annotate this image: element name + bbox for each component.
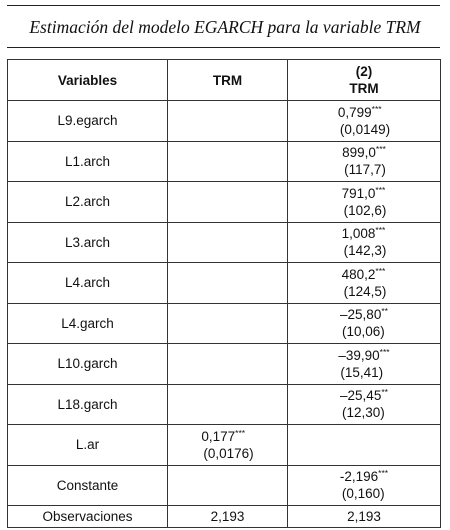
table-row bbox=[8, 465, 441, 506]
significance-stars: *** bbox=[371, 103, 382, 114]
row-variable-label: L4.garch bbox=[8, 303, 168, 344]
caption-rule bbox=[7, 47, 440, 48]
estimate-cell-c1 bbox=[168, 141, 288, 182]
coefficient-value: 1,008 bbox=[341, 226, 376, 242]
estimate-cell-c1 bbox=[168, 303, 288, 344]
significance-stars: *** bbox=[379, 346, 390, 357]
row-variable-label: L.ar bbox=[8, 425, 168, 466]
coefficient-line bbox=[340, 387, 388, 404]
standard-error: (102,6) bbox=[343, 202, 387, 218]
estimate-block bbox=[340, 468, 388, 502]
standard-error: (0,0149) bbox=[339, 121, 391, 137]
estimate-cell-c2 bbox=[288, 425, 441, 466]
estimate-cell-c1 bbox=[168, 182, 288, 223]
top-rule bbox=[7, 5, 440, 6]
observations-row bbox=[8, 506, 441, 528]
header-col2-name: TRM bbox=[349, 81, 379, 96]
coefficient-line bbox=[338, 104, 390, 121]
estimate-cell-c2 bbox=[288, 263, 441, 304]
row-variable-label: L3.arch bbox=[8, 222, 168, 263]
header-variables: Variables bbox=[8, 60, 168, 101]
estimate-block bbox=[340, 306, 388, 340]
coefficient-value: –25,80 bbox=[340, 307, 382, 323]
standard-error: (142,3) bbox=[343, 243, 387, 259]
table-row bbox=[8, 425, 441, 466]
standard-error: (0,0176) bbox=[203, 445, 254, 461]
significance-stars: ** bbox=[381, 387, 388, 398]
coefficient-value: -2,196 bbox=[339, 469, 379, 485]
table-row bbox=[8, 182, 441, 223]
row-variable-label: L1.arch bbox=[8, 141, 168, 182]
coefficient-line bbox=[338, 347, 389, 364]
table-row bbox=[8, 303, 441, 344]
estimate-block bbox=[342, 185, 387, 219]
coefficient-value: –25,45 bbox=[340, 388, 382, 404]
estimate-cell-c2 bbox=[288, 303, 441, 344]
significance-stars: *** bbox=[375, 144, 386, 155]
significance-stars: *** bbox=[378, 468, 389, 479]
significance-stars: ** bbox=[381, 306, 388, 317]
standard-error: (117,7) bbox=[344, 162, 386, 178]
observations-label: Observaciones bbox=[8, 506, 168, 528]
estimate-block bbox=[201, 428, 253, 462]
coefficient-line bbox=[340, 468, 388, 485]
standard-error: (12,30) bbox=[342, 405, 385, 421]
estimate-cell-c2 bbox=[288, 222, 441, 263]
coefficient-value: 0,177 bbox=[201, 428, 236, 444]
estimate-cell-c1 bbox=[168, 222, 288, 263]
estimate-block bbox=[342, 266, 387, 300]
row-variable-label: L2.arch bbox=[8, 182, 168, 223]
coefficient-value: 0,799 bbox=[337, 104, 372, 120]
estimate-block bbox=[342, 144, 386, 178]
table-row bbox=[8, 141, 441, 182]
observations-col2: 2,193 bbox=[288, 506, 441, 528]
standard-error: (0,160) bbox=[341, 486, 385, 502]
estimate-cell-c1 bbox=[168, 384, 288, 425]
table-caption: Estimación del modelo EGARCH para la variable TRM bbox=[29, 17, 421, 37]
table-row bbox=[8, 344, 441, 385]
estimate-cell-c2 bbox=[288, 182, 441, 223]
table-row bbox=[8, 384, 441, 425]
estimate-block bbox=[338, 347, 389, 381]
estimate-block bbox=[342, 225, 387, 259]
coefficient-line bbox=[201, 428, 253, 445]
table-row bbox=[8, 101, 441, 142]
coefficient-line bbox=[342, 266, 387, 283]
estimate-cell-c1 bbox=[168, 465, 288, 506]
coefficient-line bbox=[340, 306, 388, 323]
row-variable-label: L4.arch bbox=[8, 263, 168, 304]
coefficient-value: 480,2 bbox=[341, 266, 376, 282]
standard-error: (15,41) bbox=[340, 364, 384, 380]
significance-stars: *** bbox=[375, 225, 386, 236]
header-row bbox=[8, 60, 441, 101]
coefficient-value: 899,0 bbox=[342, 145, 376, 161]
estimate-cell-c2 bbox=[288, 465, 441, 506]
coefficient-line bbox=[342, 225, 387, 242]
estimate-cell-c1 bbox=[168, 344, 288, 385]
table-row bbox=[8, 263, 441, 304]
regression-table bbox=[7, 59, 441, 528]
row-variable-label: L18.garch bbox=[8, 384, 168, 425]
row-variable-label: L10.garch bbox=[8, 344, 168, 385]
table-row bbox=[8, 222, 441, 263]
estimate-cell-c1 bbox=[168, 425, 288, 466]
estimate-block bbox=[340, 387, 388, 421]
estimate-cell-c2 bbox=[288, 141, 441, 182]
estimate-block bbox=[338, 104, 390, 138]
estimate-cell-c2 bbox=[288, 344, 441, 385]
observations-col1: 2,193 bbox=[168, 506, 288, 528]
row-variable-label: Constante bbox=[8, 465, 168, 506]
coefficient-line bbox=[342, 144, 386, 161]
standard-error: (10,06) bbox=[342, 324, 385, 340]
estimate-cell-c2 bbox=[288, 101, 441, 142]
header-trm-col2 bbox=[288, 60, 441, 101]
significance-stars: *** bbox=[375, 265, 386, 276]
estimate-cell-c1 bbox=[168, 263, 288, 304]
header-trm-col1: TRM bbox=[168, 60, 288, 101]
standard-error: (124,5) bbox=[343, 283, 387, 299]
estimate-cell-c1 bbox=[168, 101, 288, 142]
coefficient-value: 791,0 bbox=[341, 185, 376, 201]
coefficient-value: –39,90 bbox=[338, 347, 380, 363]
row-variable-label: L9.egarch bbox=[8, 101, 168, 142]
significance-stars: *** bbox=[235, 427, 246, 438]
estimate-cell-c2 bbox=[288, 384, 441, 425]
header-col2-number: (2) bbox=[355, 64, 373, 79]
significance-stars: *** bbox=[375, 184, 386, 195]
coefficient-line bbox=[342, 185, 387, 202]
